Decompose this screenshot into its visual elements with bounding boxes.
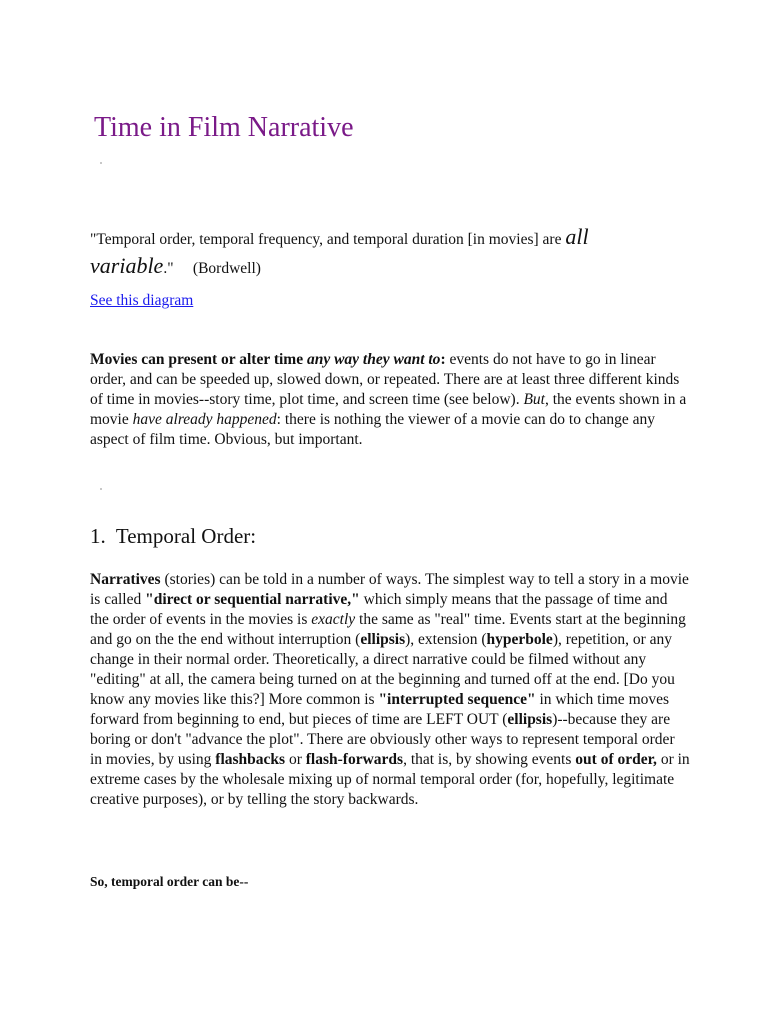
intro-lead-italic: any way they want to xyxy=(306,351,441,368)
term-interrupted-sequence: "interrupted sequence" xyxy=(378,691,536,708)
closing-line: So, temporal order can be-- xyxy=(90,874,249,889)
term-flashbacks: flashbacks xyxy=(215,751,286,768)
body-text: in which time moves forward from beginning to end, but pieces of time are LEFT OUT ( xyxy=(90,691,670,728)
term-out-of-order: out of order, xyxy=(575,751,657,768)
term-flash-forwards: flash-forwards xyxy=(305,751,404,768)
quote-emphasis: all variable xyxy=(90,224,589,278)
term-exactly: exactly xyxy=(311,611,356,628)
body-text: which simply means that the passage of time and the order of events in the movies is xyxy=(90,591,668,628)
intro-text-3: : there is nothing the viewer of a movie can do to change any aspect of film time. Obvious, but important. xyxy=(90,411,656,448)
intro-text-1: events do not have to go in linear order, and can be speeded up, slowed down, or repeated. There are at least three different kinds of time in movies--story time, plot time, and screen time (see below). xyxy=(90,351,680,408)
body-text: or in extreme cases by the wholesale mixing up of normal temporal order (for, hopefully, legitimate creative purposes), or by telling the story backwards. xyxy=(90,751,690,808)
quote-text-after: ." (Bordwell) xyxy=(163,260,261,277)
term-ellipsis-2: ellipsis xyxy=(507,711,553,728)
bordwell-quote xyxy=(90,224,690,282)
body-text: ), repetition, or any change in their normal order. Theoretically, a direct narrative could be filmed without any "editing" at all, the camera being turned on at the beginning and turned off at the end. [Do you know any movies like this?] More common is xyxy=(90,631,675,708)
term-ellipsis: ellipsis xyxy=(360,631,406,648)
body-text: )--because they are boring or don't "advance the plot". There are obviously other ways to represent temporal order in movies, by using xyxy=(90,711,675,768)
intro-lead: Movies can present or alter time xyxy=(90,351,307,368)
diagram-link[interactable]: See this diagram xyxy=(90,292,194,309)
term-hyperbole: hyperbole xyxy=(486,631,553,648)
intro-already: have already happened xyxy=(132,411,277,428)
body-text: ), extension ( xyxy=(405,631,487,648)
body-text: the same as "real" time. Events start at the beginning and go on the the end without interruption ( xyxy=(90,611,686,648)
intro-but: But xyxy=(523,391,545,408)
separator-dot xyxy=(100,162,102,164)
section-heading: 1. Temporal Order: xyxy=(90,524,257,548)
separator-dot xyxy=(100,488,102,490)
body-text: , that is, by showing events xyxy=(403,751,576,768)
page-title: Time in Film Narrative xyxy=(94,112,354,143)
intro-colon: : xyxy=(440,351,446,368)
term-direct-narrative: "direct or sequential narrative," xyxy=(145,591,360,608)
body-text: or xyxy=(285,751,306,768)
intro-text-2: , the events shown in a movie xyxy=(90,391,687,428)
quote-text-before: "Temporal order, temporal frequency, and temporal duration [in movies] are xyxy=(90,231,566,248)
term-narratives: Narratives xyxy=(90,571,161,588)
intro-paragraph xyxy=(90,350,690,450)
body-text: (stories) can be told in a number of ways. The simplest way to tell a story in a movie is called xyxy=(90,571,689,608)
temporal-order-paragraph xyxy=(90,570,690,810)
